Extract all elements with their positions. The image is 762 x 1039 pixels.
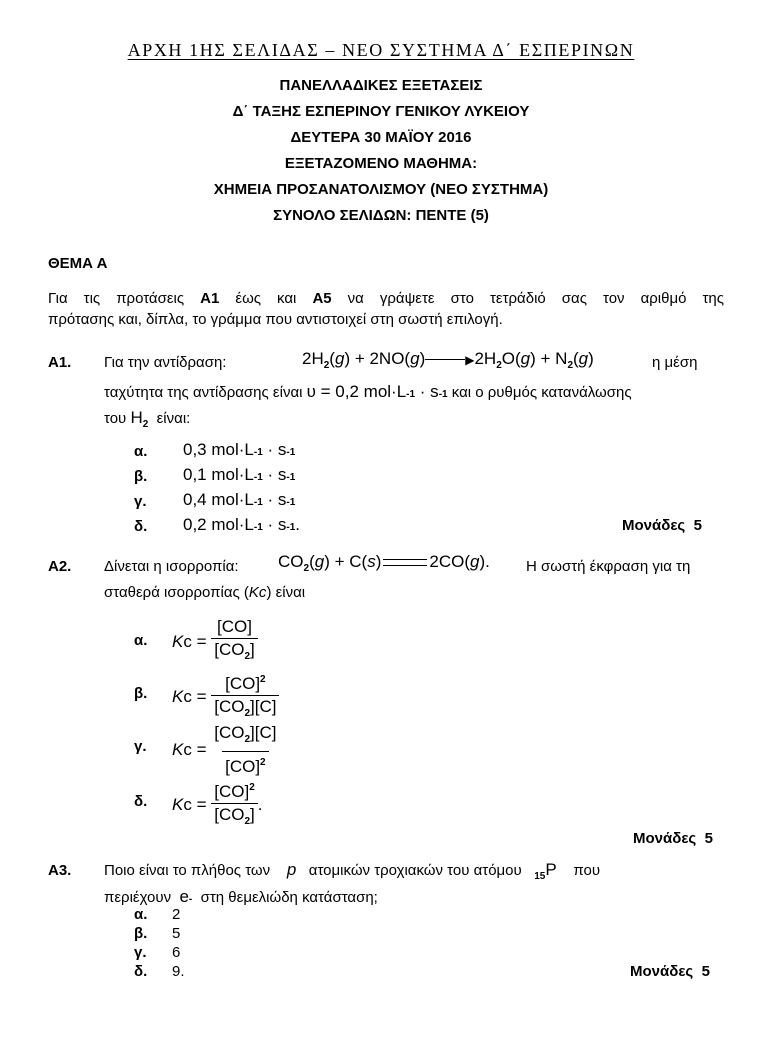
exam-subject: ΧΗΜΕΙΑ ΠΡΟΣΑΝΑΤΟΛΙΣΜΟΥ (ΝΕΟ ΣΥΣΤΗΜΑ) (213, 181, 549, 198)
a3-option-label: α. (134, 906, 148, 923)
question-a1-tail: η μέση (652, 354, 698, 371)
question-a1-line2: ταχύτητα της αντίδρασης είναι υ = 0,2 mol·L-1 · s-1 και ο ρυθμός κατανάλωσης (104, 382, 632, 401)
theme-heading: ΘΕΜΑ Α (48, 255, 108, 272)
kc-expression-c: Kc = $\frac{[CO_2][C]}{[CO]^2}$ (172, 723, 277, 776)
question-a2-tail: Η σωστή έκφραση για τη (526, 558, 691, 575)
a2-marks: Μονάδες 5 (633, 830, 713, 847)
intro-line-2: πρότασης και, δίπλα, το γράμμα που αντιστοιχεί στη σωστή επιλογή. (48, 311, 503, 328)
question-a1-number: Α1. (48, 354, 72, 371)
a1-option-label: γ. (134, 493, 147, 510)
a1-option-label: β. (134, 468, 148, 485)
question-a2-line2: σταθερά ισορροπίας (Kc) είναι (104, 584, 306, 601)
a1-option-label: δ. (134, 518, 148, 535)
a3-option-label: δ. (134, 963, 148, 980)
question-a1-lead: Για την αντίδραση: (104, 354, 227, 371)
exam-pages: ΣΥΝΟΛΟ ΣΕΛΙΔΩΝ: ΠΕΝΤΕ (5) (273, 207, 489, 224)
exam-date: ΔΕΥΤΕΡΑ 30 ΜΑΪΟΥ 2016 (290, 129, 472, 146)
a2-option-label: β. (134, 685, 148, 702)
intro-line-1: Για τις προτάσεις Α1 έως και Α5 να γράψετε στο τετράδιό σας τον αριθμό της (48, 290, 725, 307)
exam-title: ΠΑΝΕΛΛΑΔΙΚΕΣ ΕΞΕΤΑΣΕΙΣ (279, 77, 483, 94)
exam-subject-label: ΕΞΕΤΑΖΟΜΕΝΟ ΜΑΘΗΜΑ: (284, 155, 478, 172)
a3-option-value: 9. (172, 963, 185, 980)
question-a3-line2: περιέχουν e- στη θεμελιώδη κατάσταση; (104, 887, 378, 906)
reaction-equation: $2H_2(g) + 2NO(g)$ $▶2H_2O(g) + N_2(g)$ (302, 349, 594, 371)
a3-option-value: 5 (172, 925, 181, 942)
kc-expression-a: Kc = $\frac{[CO]}{[CO_2]}$ (172, 616, 258, 668)
a3-option-label: β. (134, 925, 148, 942)
a3-marks: Μονάδες 5 (630, 963, 710, 980)
kc-expression-d: Kc = $\frac{[CO]^2}{[CO_2]}$ . (172, 777, 263, 833)
a2-option-label: α. (134, 632, 148, 649)
a3-option-value: 2 (172, 906, 181, 923)
a1-marks: Μονάδες 5 (622, 517, 702, 534)
equilibrium-equation: $CO_2(g) + C(s)$ 2CO(g). (278, 552, 490, 574)
a1-option-label: α. (134, 443, 148, 460)
kc-expression-b: Kc = $\frac{[CO]^2}{[CO_2][C]}$ (172, 669, 279, 725)
a3-option-label: γ. (134, 944, 147, 961)
a2-option-label: γ. (134, 738, 147, 755)
question-a1-line3: του $H_2$ είναι: (104, 408, 191, 430)
a1-option-value: 0,1 mol·L-1 · s-1 (183, 465, 296, 484)
page-banner: ΑΡΧΗ 1ΗΣ ΣΕΛΙΔΑΣ – ΝΕΟ ΣΥΣΤΗΜΑ Δ΄ ΕΣΠΕΡΙΝΩΝ (127, 40, 635, 60)
question-a2-number: Α2. (48, 558, 72, 575)
a2-option-label: δ. (134, 793, 148, 810)
a1-option-value: 0,4 mol·L-1 · s-1 (183, 490, 296, 509)
question-a2-lead: Δίνεται η ισορροπία: (104, 558, 239, 575)
exam-class: Δ΄ ΤΑΞΗΣ ΕΣΠΕΡΙΝΟΥ ΓΕΝΙΚΟΥ ΛΥΚΕΙΟΥ (232, 103, 530, 120)
question-a3-number: Α3. (48, 862, 72, 879)
a1-option-value: 0,3 mol·L-1 · s-1 (183, 440, 296, 459)
question-a3-line1: Ποιο είναι το πλήθος των p ατομικών τροχιακών του ατόμου $_{15}$P που (104, 860, 601, 882)
a3-option-value: 6 (172, 944, 181, 961)
a1-option-value: 0,2 mol·L-1 · s-1. (183, 515, 301, 534)
